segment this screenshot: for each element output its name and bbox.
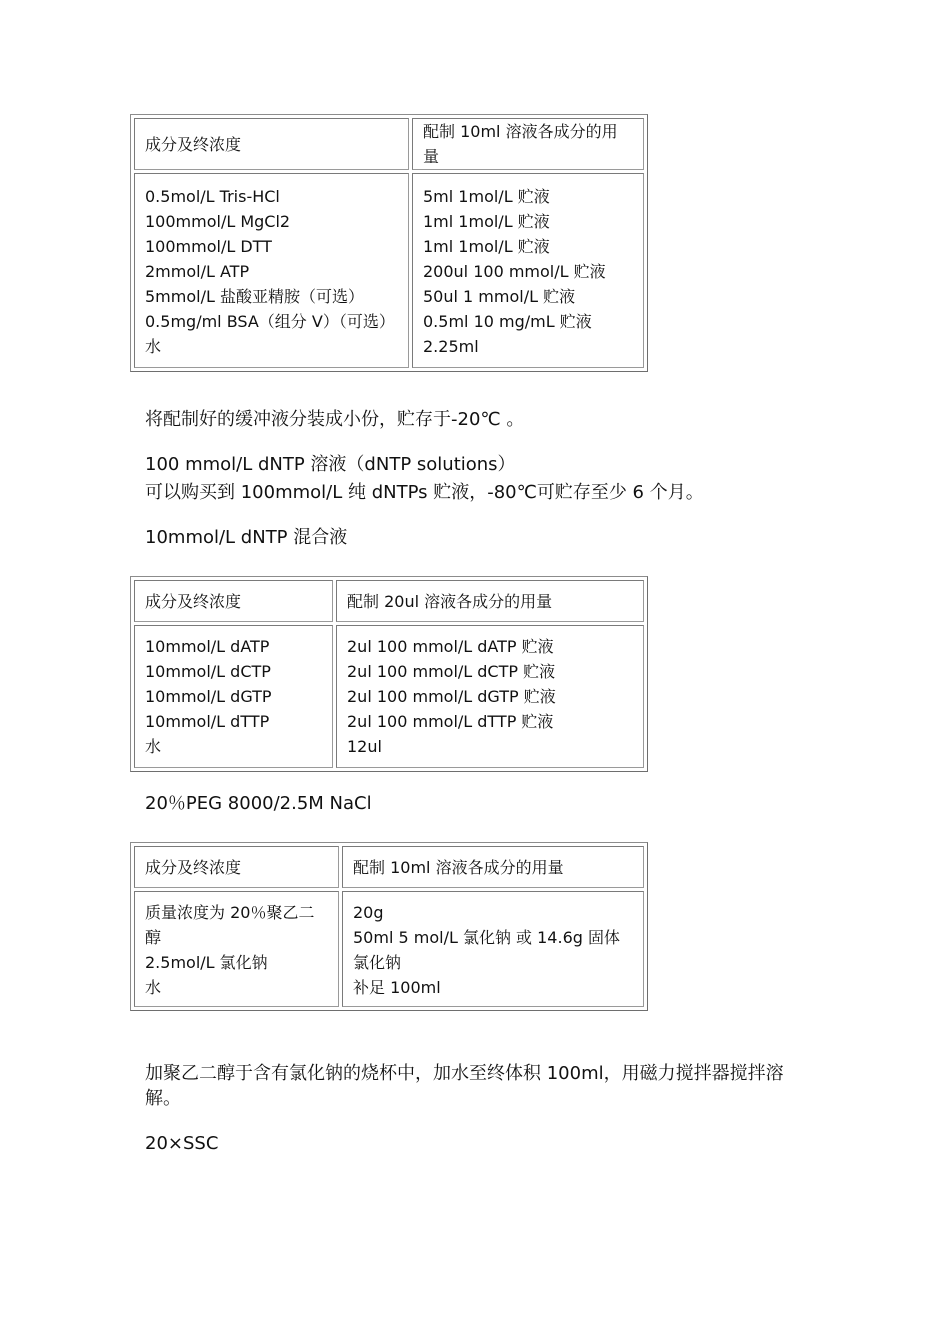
cell-line: 补足 100ml — [353, 978, 441, 997]
cell-line: 5ml 1mol/L 贮液 — [423, 187, 550, 206]
section-title-peg: 20％PEG 8000/2.5M NaCl — [145, 793, 372, 814]
cell-line: 2ul 100 mmol/L dGTP 贮液 — [347, 687, 556, 706]
cell-line: 1ml 1mol/L 贮液 — [423, 212, 550, 231]
table-row — [134, 891, 644, 1007]
table-header-row — [134, 118, 644, 170]
table-cell-components — [134, 891, 339, 1007]
cell-line: 10mmol/L dGTP — [145, 687, 272, 706]
cell-line: 50ul 1 mmol/L 贮液 — [423, 287, 576, 306]
section-title-ssc: 20×SSC — [145, 1133, 219, 1154]
table-cell-amounts — [336, 625, 644, 768]
cell-line: 水 — [145, 737, 162, 756]
cell-line: 质量浓度为 20％聚乙二 — [145, 903, 315, 922]
table-header-row — [134, 846, 644, 888]
cell-line: 2mmol/L ATP — [145, 262, 250, 281]
cell-line: 50ml 5 mol/L 氯化钠 或 14.6g 固体 — [353, 928, 620, 947]
table-header-right: 配制 20ul 溶液各成分的用量 — [336, 580, 644, 622]
table-header-row — [134, 580, 644, 622]
table-row — [134, 625, 644, 768]
cell-line: 氯化钠 — [353, 953, 402, 972]
cell-line: 10mmol/L dTTP — [145, 712, 270, 731]
cell-line: 1ml 1mol/L 贮液 — [423, 237, 550, 256]
cell-line: 100mmol/L MgCl2 — [145, 212, 291, 231]
paragraph-storage-note: 将配制好的缓冲液分装成小份，贮存于-20℃ 。 — [145, 409, 525, 430]
cell-line: 2ul 100 mmol/L dCTP 贮液 — [347, 662, 556, 681]
table-cell-components — [134, 173, 409, 368]
table-header-right: 配制 10ml 溶液各成分的用量 — [412, 118, 644, 170]
cell-line: 10mmol/L dATP — [145, 637, 270, 656]
cell-line: 醇 — [145, 928, 162, 947]
table-cell-amounts — [342, 891, 644, 1007]
table-header-left: 成分及终浓度 — [134, 118, 409, 170]
cell-line: 2ul 100 mmol/L dTTP 贮液 — [347, 712, 554, 731]
table-peg-nacl — [130, 842, 648, 1011]
cell-line: 0.5mg/ml BSA（组分 V）（可选） — [145, 312, 395, 331]
cell-line: 100mmol/L DTT — [145, 237, 272, 256]
cell-line: 10mmol/L dCTP — [145, 662, 271, 681]
cell-line: 水 — [145, 978, 162, 997]
cell-line: 5mmol/L 盐酸亚精胺（可选） — [145, 287, 364, 306]
table-header-right: 配制 10ml 溶液各成分的用量 — [342, 846, 644, 888]
table-ligase-buffer — [130, 114, 648, 372]
paragraph-peg-procedure-line2: 解。 — [145, 1088, 181, 1109]
cell-line: 2.5mol/L 氯化钠 — [145, 953, 268, 972]
table-header-left: 成分及终浓度 — [134, 846, 339, 888]
cell-line: 12ul — [347, 737, 382, 756]
section-title-dntp-solutions: 100 mmol/L dNTP 溶液（dNTP solutions） — [145, 454, 516, 475]
cell-line: 0.5ml 10 mg/mL 贮液 — [423, 312, 592, 331]
cell-line: 200ul 100 mmol/L 贮液 — [423, 262, 606, 281]
cell-line: 2.25ml — [423, 337, 479, 356]
cell-line: 2ul 100 mmol/L dATP 贮液 — [347, 637, 554, 656]
table-dntp-mix — [130, 576, 648, 772]
table-header-left: 成分及终浓度 — [134, 580, 333, 622]
section-title-dntp-mix: 10mmol/L dNTP 混合液 — [145, 527, 348, 548]
paragraph-peg-procedure-line1: 加聚乙二醇于含有氯化钠的烧杯中，加水至终体积 100ml，用磁力搅拌器搅拌溶 — [145, 1063, 784, 1084]
table-cell-components — [134, 625, 333, 768]
cell-line: 水 — [145, 337, 162, 356]
table-cell-amounts — [412, 173, 644, 368]
paragraph-dntp-note: 可以购买到 100mmol/L 纯 dNTPs 贮液，-80℃可贮存至少 6 个月。 — [145, 482, 704, 503]
table-row — [134, 173, 644, 368]
cell-line: 20g — [353, 903, 384, 922]
cell-line: 0.5mol/L Tris-HCl — [145, 187, 280, 206]
